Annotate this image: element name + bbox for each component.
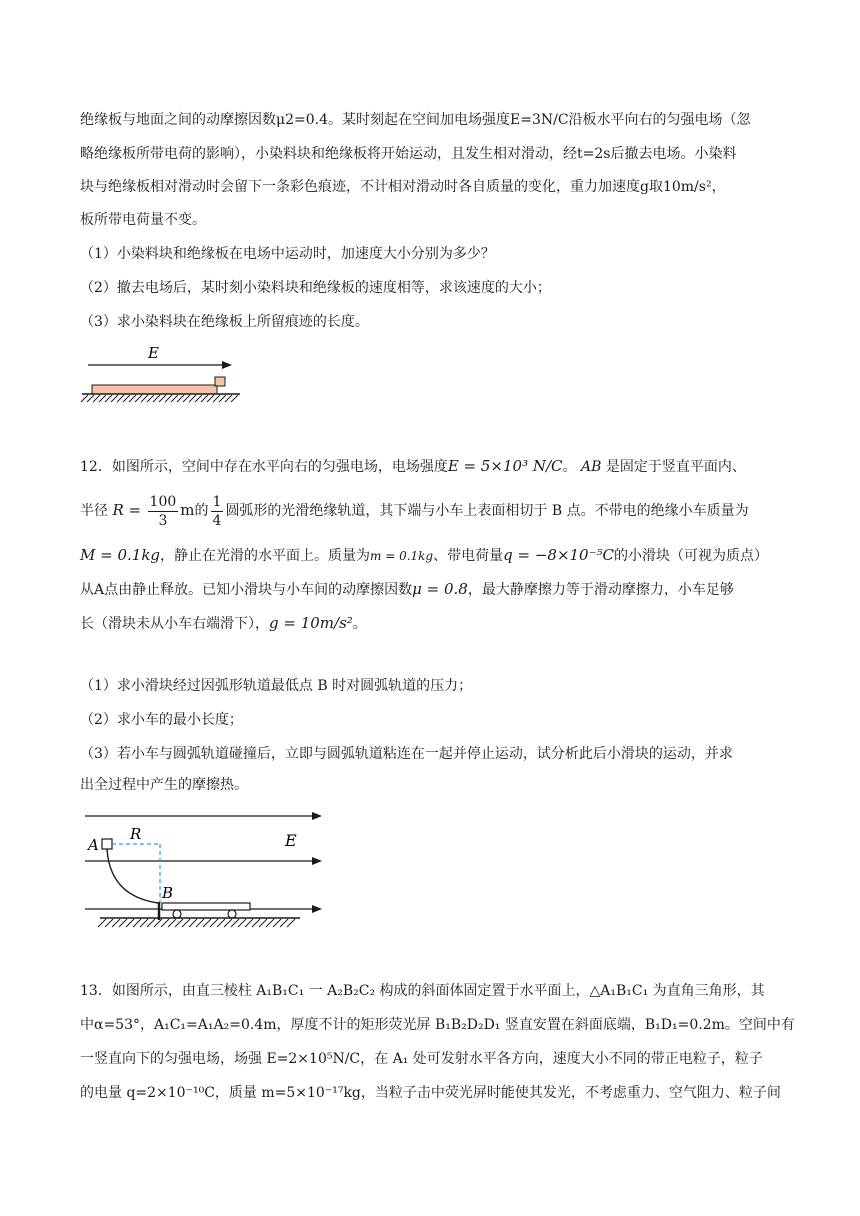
- q12-gravity: g = 10m/s²: [269, 614, 353, 632]
- q12-radius-unit: m: [180, 501, 195, 519]
- q11-insulating-board: [92, 385, 217, 394]
- hatch-mark: [105, 395, 112, 402]
- hatch-mark: [259, 919, 267, 927]
- hatch-mark: [231, 395, 238, 402]
- hatch-mark: [112, 919, 120, 927]
- q12-line-3: [80, 542, 768, 569]
- hatch-mark: [252, 919, 260, 927]
- hatch-mark: [175, 919, 183, 927]
- q12-quarter-denominator: 4: [212, 512, 222, 529]
- hatch-mark: [287, 919, 295, 927]
- hatch-mark: [189, 919, 197, 927]
- q11-dye-block: [215, 377, 225, 386]
- hatch-mark: [203, 919, 211, 927]
- q12-line-5: [80, 610, 367, 637]
- q13-text-line-4: 的电量 q=2×10⁻¹⁰C，质量 m=5×10⁻¹⁷kg，当粒子击中荧光屏时能使其发光，不考虑重力、空气阻力、粒子间: [80, 1085, 781, 1101]
- q12-field-strength: E = 5×10³ N/C: [447, 457, 563, 475]
- hatch-mark: [195, 395, 202, 402]
- hatch-mark: [123, 395, 130, 402]
- q13-text-line-2: 中α=53°，A₁C₁=A₁A₂=0.4m，厚度不计的矩形荧光屏 B₁B₂D₂D₁ 竖直安置在斜面底端，B₁D₁=0.2m。空间中有: [80, 1017, 795, 1033]
- hatch-mark: [141, 395, 148, 402]
- q11-ground-hatching: [81, 395, 238, 402]
- hatch-mark: [219, 395, 226, 402]
- q12-line-2: [80, 490, 749, 531]
- q12-radius-numerator: 100: [149, 493, 177, 510]
- q12-subquestion-3-line-2: 出全过程中产生的摩擦热。: [80, 777, 248, 793]
- hatch-mark: [225, 395, 232, 402]
- hatch-mark: [105, 919, 113, 927]
- q12-point-a-label: A: [88, 836, 99, 854]
- q12-car-body: [162, 903, 250, 910]
- q12-quarter-numerator: 1: [212, 493, 222, 510]
- q12-field-label: E: [285, 831, 297, 850]
- hatch-mark: [210, 919, 218, 927]
- hatch-mark: [245, 919, 253, 927]
- q12-car-wheel-right: [228, 910, 236, 918]
- hatch-mark: [140, 919, 148, 927]
- q13-text-line-3: 一竖直向下的匀强电场，场强 E=2×10⁵N/C，在 A₁ 处可发射水平各方向，速度大小不同的带正电粒子，粒子: [80, 1051, 763, 1067]
- q11-text-line-3: 块与绝缘板相对滑动时会留下一条彩色痕迹，不计相对滑动时各自质量的变化，重力加速度g取10m/s²，: [80, 179, 726, 195]
- q12-radius-symbol: R =: [112, 501, 142, 519]
- q12-punct-1: 。: [562, 459, 577, 475]
- q12-line-3-a: ，静止在光滑的水平面上。质量为: [160, 548, 371, 564]
- q11-field-label: E: [148, 344, 159, 362]
- q12-line-2-tail: 圆弧形的光滑绝缘轨道，其下端与小车上表面相切于 B 点。不带电的绝缘小车质量为: [225, 503, 749, 519]
- q12-intro: 12．如图所示，空间中存在水平向右的匀强电场，电场强度: [80, 459, 448, 475]
- hatch-mark: [154, 919, 162, 927]
- q12-line-4-a: 从A点由静止释放。已知小滑块与小车间的动摩擦因数: [80, 582, 413, 598]
- q12-charge: q = −8×10⁻⁵C: [503, 546, 615, 564]
- q12-line-3-c: 的小滑块（可视为质点）: [614, 548, 769, 564]
- q12-ground-hatching: [98, 919, 295, 927]
- hatch-mark: [231, 919, 239, 927]
- hatch-mark: [117, 395, 124, 402]
- q11-subquestion-3: （3）求小染料块在绝缘板上所留痕迹的长度。: [80, 314, 369, 330]
- hatch-mark: [224, 919, 232, 927]
- q12-car-wheel-left: [173, 910, 181, 918]
- q12-slider-block: [102, 839, 112, 849]
- hatch-mark: [129, 395, 136, 402]
- q12-figure: [80, 806, 325, 936]
- q12-quarter-fraction: [211, 493, 224, 530]
- q12-subquestion-2: （2）求小车的最小长度；: [80, 712, 243, 728]
- q12-field-arrow-top: [312, 812, 322, 820]
- q12-subquestion-3-line-1: （3）若小车与圆弧轨道碰撞后，立即与圆弧轨道粘连在一起并停止运动，试分析此后小滑块的运动，并求: [80, 746, 733, 762]
- hatch-mark: [207, 395, 214, 402]
- q12-line-5-a: 长（滑块未从小车右端滑下），: [80, 616, 269, 632]
- hatch-mark: [266, 919, 274, 927]
- q11-subquestion-2: （2）撤去电场后，某时刻小染料块和绝缘板的速度相等，求该速度的大小；: [80, 280, 551, 296]
- hatch-mark: [153, 395, 160, 402]
- q12-line-4: [80, 576, 734, 603]
- q12-block-mass: m = 0.1kg: [370, 549, 434, 563]
- hatch-mark: [165, 395, 172, 402]
- q12-line-4-b: ，最大静摩擦力等于滑动摩擦力，小车足够: [467, 582, 734, 598]
- hatch-mark: [201, 395, 208, 402]
- q11-field-arrow-head: [222, 361, 232, 369]
- q11-text-line-2: 略绝缘板所带电荷的影响），小染料块和绝缘板将开始运动，且发生相对滑动，经t=2s后撤去电场。小染料: [80, 146, 737, 162]
- q12-car-mass: M = 0.1kg: [80, 546, 161, 564]
- hatch-mark: [189, 395, 196, 402]
- hatch-mark: [81, 395, 88, 402]
- hatch-mark: [161, 919, 169, 927]
- q12-friction-coefficient: μ = 0.8: [412, 580, 468, 598]
- hatch-mark: [147, 919, 155, 927]
- hatch-mark: [196, 919, 204, 927]
- q12-de: 的: [194, 503, 209, 519]
- q11-text-line-1: 绝缘板与地面之间的动摩擦因数μ2=0.4。某时刻起在空间加电场强度E=3N/C沿板水平向右的匀强电场（忽: [80, 112, 751, 128]
- hatch-mark: [159, 395, 166, 402]
- hatch-mark: [147, 395, 154, 402]
- q12-line-1: [80, 453, 746, 480]
- q13-text-line-1: 13．如图所示，由直三棱柱 A₁B₁C₁ 一 A₂B₂C₂ 构成的斜面体固定置于水平面上，△A₁B₁C₁ 为直角三角形，其: [80, 983, 765, 999]
- hatch-mark: [93, 395, 100, 402]
- hatch-mark: [98, 919, 106, 927]
- q12-line-3-b: 、带电荷量: [433, 548, 504, 564]
- hatch-mark: [213, 395, 220, 402]
- hatch-mark: [133, 919, 141, 927]
- hatch-mark: [87, 395, 94, 402]
- q12-field-arrow-middle: [312, 857, 322, 865]
- q11-text-line-4: 板所带电荷量不变。: [80, 212, 206, 228]
- q12-line-1-tail: 是固定于竖直平面内、: [601, 459, 746, 475]
- hatch-mark: [126, 919, 134, 927]
- hatch-mark: [183, 395, 190, 402]
- hatch-mark: [273, 919, 281, 927]
- q12-track-label: AB: [580, 459, 602, 475]
- q11-subquestion-1: （1）小染料块和绝缘板在电场中运动时，加速度大小分别为多少？: [80, 246, 495, 262]
- q12-point-b-label: B: [162, 884, 174, 902]
- q12-radius-denominator: 3: [158, 512, 168, 529]
- hatch-mark: [171, 395, 178, 402]
- q11-figure: [80, 340, 245, 410]
- q12-arc-track: [107, 849, 158, 903]
- q12-field-arrow-bottom: [312, 905, 322, 913]
- hatch-mark: [111, 395, 118, 402]
- hatch-mark: [119, 919, 127, 927]
- hatch-mark: [99, 395, 106, 402]
- q12-line-5-b: 。: [352, 616, 367, 632]
- hatch-mark: [182, 919, 190, 927]
- hatch-mark: [238, 919, 246, 927]
- hatch-mark: [135, 395, 142, 402]
- hatch-mark: [217, 919, 225, 927]
- hatch-mark: [177, 395, 184, 402]
- q12-radius-prefix: 半径: [80, 503, 108, 519]
- hatch-mark: [280, 919, 288, 927]
- q12-radius-label: R: [130, 825, 142, 843]
- hatch-mark: [168, 919, 176, 927]
- q12-radius-fraction: [148, 493, 179, 530]
- q12-subquestion-1: （1）求小滑块经过因弧形轨道最低点 B 时对圆弧轨道的压力；: [80, 678, 473, 694]
